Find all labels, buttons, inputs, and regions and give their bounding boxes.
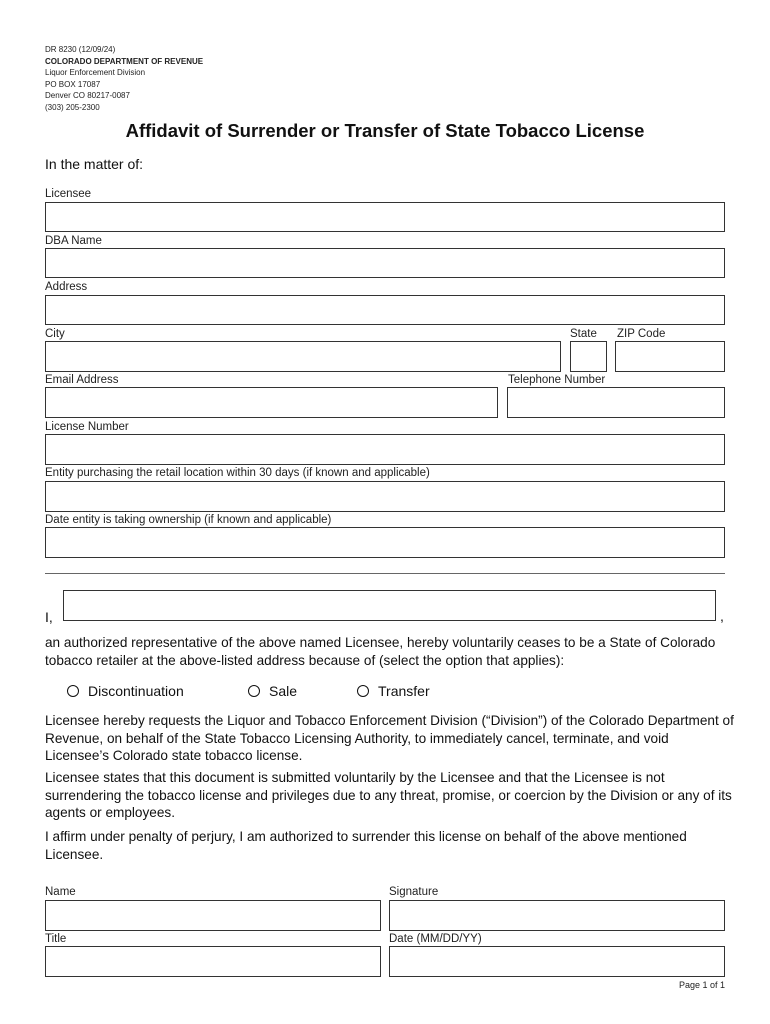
voluntary-paragraph: Licensee states that this document is submitted voluntarily by the Licensee and that the Licensee is not surrendering the tobacco license and privileges due to any threat, promise, or coercion by the Division or any of its agents or employees. — [45, 770, 732, 821]
address-label: Address — [45, 281, 88, 293]
license-number-field[interactable] — [45, 434, 725, 465]
ownership-date-field[interactable] — [45, 527, 725, 558]
entity-field[interactable] — [45, 481, 725, 512]
zip-label: ZIP Code — [617, 328, 666, 340]
agency-header — [45, 44, 203, 113]
representative-label: I, — [45, 609, 53, 625]
representative-trailing-comma: , — [720, 608, 724, 624]
licensee-label: Licensee — [45, 188, 92, 200]
intro-text: In the matter of: — [45, 156, 144, 172]
date-field[interactable] — [389, 946, 725, 977]
department-name: COLORADO DEPARTMENT OF REVENUE — [45, 56, 204, 66]
option-label: Transfer — [378, 683, 430, 699]
email-label: Email Address — [45, 374, 119, 386]
title-label: Title — [45, 933, 67, 945]
perjury-paragraph: I affirm under penalty of perjury, I am authorized to surrender this license on behalf of the above mentioned Licensee. — [45, 829, 687, 862]
agency-phone: (303) 205-2300 — [45, 102, 100, 112]
city-label: City — [45, 328, 65, 340]
entity-label: Entity purchasing the retail location within 30 days (if known and applicable) — [45, 467, 430, 479]
po-box: PO BOX 17087 — [45, 79, 101, 89]
city-line: Denver CO 80217-0087 — [45, 91, 130, 100]
option-transfer[interactable] — [357, 683, 430, 699]
cessation-statement: an authorized representative of the above named Licensee, hereby voluntarily ceases to be a State of Colorado tobacco retailer at the above-listed address because of (select the option that applies): — [45, 635, 716, 668]
option-label: Sale — [269, 683, 298, 699]
division-name: Liquor Enforcement Division — [45, 68, 146, 77]
dba-label: DBA Name — [45, 235, 102, 247]
section-divider — [45, 573, 725, 574]
title-field[interactable] — [45, 946, 381, 977]
telephone-field[interactable] — [507, 387, 725, 418]
radio-circle-icon[interactable] — [248, 685, 260, 697]
name-field[interactable] — [45, 900, 381, 931]
address-field[interactable] — [45, 295, 725, 325]
state-label: State — [570, 328, 597, 340]
request-paragraph: Licensee hereby requests the Liquor and Tobacco Enforcement Division (“Division”) of the Colorado Department of Revenue, on behalf of the State Tobacco Licensing Authority, to immediately cancel, terminate, and void Licensee’s Colorado state tobacco license. — [45, 713, 734, 764]
option-discontinuation[interactable] — [67, 683, 184, 699]
zip-field[interactable] — [615, 341, 725, 372]
radio-circle-icon[interactable] — [67, 685, 79, 697]
licensee-field[interactable] — [45, 202, 725, 232]
option-sale[interactable] — [248, 683, 297, 699]
signature-label: Signature — [389, 886, 439, 898]
email-field[interactable] — [45, 387, 498, 418]
form-id: DR 8230 (12/09/24) — [45, 45, 116, 54]
license-number-label: License Number — [45, 421, 129, 433]
option-label: Discontinuation — [88, 683, 184, 699]
name-label: Name — [45, 886, 76, 898]
state-field[interactable] — [570, 341, 607, 372]
dba-field[interactable] — [45, 248, 725, 278]
signature-field[interactable] — [389, 900, 725, 931]
date-label: Date (MM/DD/YY) — [389, 933, 482, 945]
form-title: Affidavit of Surrender or Transfer of State Tobacco License — [125, 120, 645, 141]
telephone-label: Telephone Number — [508, 374, 606, 386]
ownership-date-label: Date entity is taking ownership (if known and applicable) — [45, 514, 332, 526]
representative-name-field[interactable] — [63, 590, 716, 621]
radio-circle-icon[interactable] — [357, 685, 369, 697]
page-number: Page 1 of 1 — [678, 980, 725, 990]
city-field[interactable] — [45, 341, 561, 372]
